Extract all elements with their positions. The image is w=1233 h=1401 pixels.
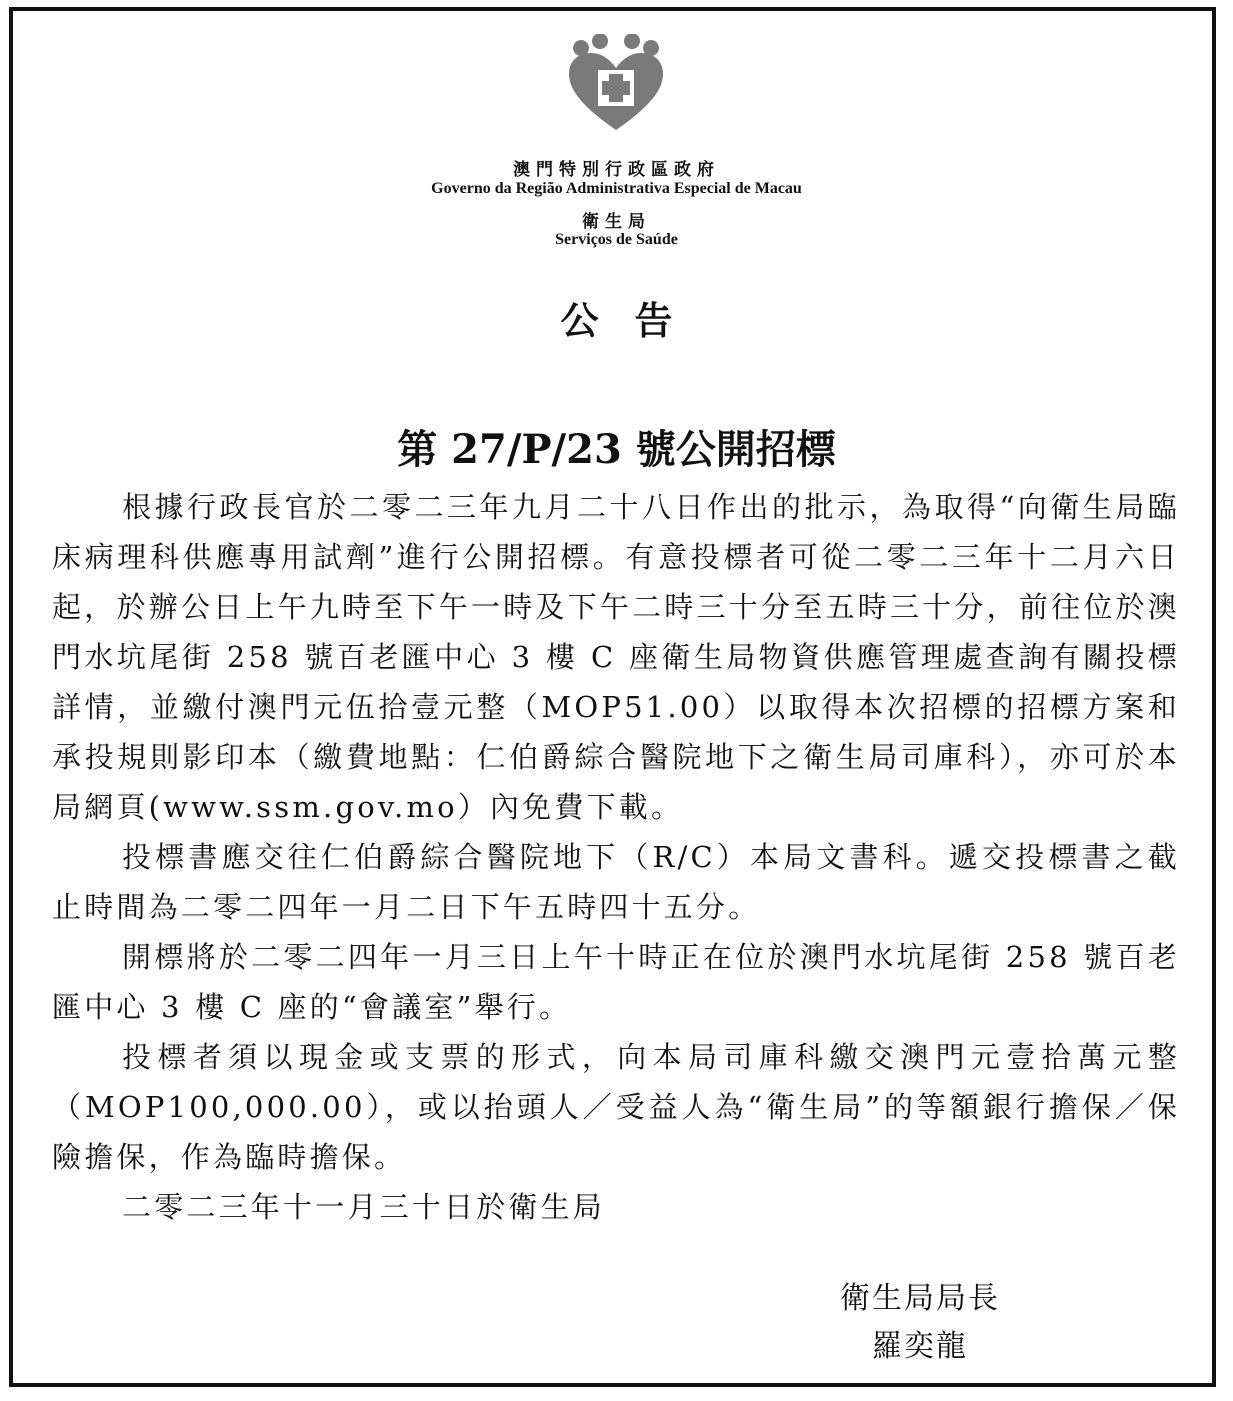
ssm-heart-cross-logo bbox=[565, 34, 667, 134]
paragraph-opening: 開標將於二零二四年一月三日上午十時正在位於澳門水坑尾街 258 號百老匯中心 3 樓 C 座的“會議室”舉行。 bbox=[52, 940, 1180, 1024]
paragraph-submission-deadline: 投標書應交往仁伯爵綜合醫院地下（R/C）本局文書科。遞交投標書之截止時間為二零二四年一月二日下午五時四十五分。 bbox=[52, 840, 1180, 924]
tender-title: 第 27/P/23 號公開招標 bbox=[397, 426, 836, 473]
paragraph-tender-details: 根據行政長官於二零二三年九月二十八日作出的批示，為取得“向衛生局臨床病理科供應專用試劑”進行公開招標。有意投標者可從二零二三年十二月六日起，於辦公日上午九時至下午一時及下午二時三十分至五時三十分，前往位於澳門水坑尾街 258 號百老匯中心 3 樓 C 座衛生局物資供應管理處查詢有關投標詳情，並繳付澳門元伍拾壹元整（MOP51.00）以取得本次招標的招標方案和承投規則影印本（繳費地點：仁伯爵綜合醫院地下之衛生局司庫科），亦可於本局網頁(www.ssm.gov.mo）內免費下載。 bbox=[52, 490, 1180, 824]
notice-title: 公告 bbox=[560, 298, 709, 343]
department-name-chinese: 衛生局 bbox=[582, 212, 651, 232]
signatory-name: 羅奕龍 bbox=[872, 1329, 968, 1364]
government-name-chinese: 澳門特別行政區政府 bbox=[513, 160, 720, 180]
notice-body bbox=[52, 482, 1180, 1232]
signature-block bbox=[820, 1275, 1020, 1371]
paragraph-date-place: 二零二三年十一月三十日於衛生局 bbox=[122, 1190, 606, 1224]
department-name-portuguese: Serviços de Saúde bbox=[555, 231, 678, 248]
paragraph-provisional-guarantee: 投標者須以現金或支票的形式，向本局司庫科繳交澳門元壹拾萬元整（MOP100,000.00），或以抬頭人／受益人為“衛生局”的等額銀行擔保／保險擔保，作為臨時擔保。 bbox=[52, 1040, 1180, 1174]
signatory-title: 衛生局局長 bbox=[840, 1281, 1000, 1316]
government-name-portuguese: Governo da Região Administrativa Especial de Macau bbox=[431, 180, 802, 197]
